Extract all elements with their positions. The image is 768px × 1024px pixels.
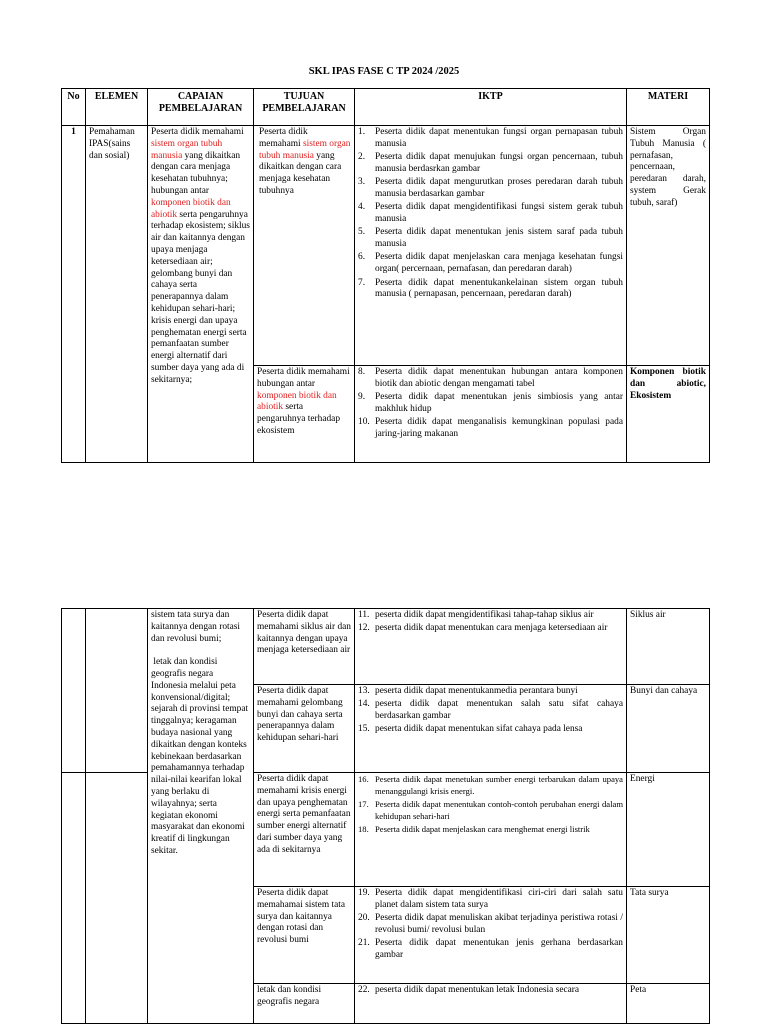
iktp-number: 7. (358, 277, 366, 288)
skl-table-part1 (61, 88, 710, 463)
iktp-item (358, 202, 623, 226)
iktp-number: 14. (358, 699, 370, 710)
iktp-text: peserta didik dapat menentukan salah satu sifat cahaya berdasarkan gambar (375, 699, 623, 722)
iktp-item (358, 724, 623, 736)
iktp-text: peserta didik dapat mengidentifikasi tahap-tahap siklus air (375, 610, 594, 620)
iktp-text: Peserta didik dapat menentukan fungsi organ pernapasan tubuh manusia (375, 127, 623, 149)
iktp-item (358, 888, 623, 912)
header-row (62, 89, 710, 126)
iktp-number: 18. (358, 824, 369, 835)
iktp-item (358, 252, 623, 276)
iktp-cell (355, 126, 627, 366)
skl-table-part2 (61, 608, 710, 1024)
iktp-number: 11. (358, 610, 370, 620)
header-capaian: CAPAIAN PEMBELAJARAN (148, 89, 254, 126)
iktp-number: 17. (358, 799, 369, 810)
row-number: 1 (62, 126, 86, 463)
materi-cell: Energi (627, 773, 710, 887)
iktp-text: Peserta didik dapat menjelaskan cara menghemat energi listrik (375, 824, 590, 835)
tujuan-cell: Peserta didik dapat memahamai sistem tata surya dan kaitannya dengan rotasi dan revolusi bumi (254, 887, 355, 984)
iktp-item (358, 177, 623, 201)
no-cell (62, 609, 86, 773)
iktp-text: Peserta didik dapat menuliskan akibat terjadinya peristiwa rotasi / revolusi bumi/ revolusi bulan (375, 913, 623, 935)
tujuan-cell: letak dan kondisi geografis negara (254, 984, 355, 1024)
iktp-item (358, 127, 623, 151)
iktp-text: Peserta didik dapat menentukankelainan sistem organ tubuh manusia ( pernapasan, pencernaan, peredaran darah) (375, 277, 623, 300)
materi-cell: Tata surya (627, 887, 710, 984)
iktp-text: Peserta didik dapat mengurutkan proses peredaran darah tubuh manusia berdasarkan gambar (375, 177, 623, 199)
capaian-cell: sistem tata surya dan kaitannya dengan rotasi dan revolusi bumi; letak dan kondisi geografis negara Indonesia melalui peta konvensional/digital; sejarah di provinsi tempat tinggalnya; keragaman budaya nasional yang dikaitkan dengan konteks kebinekaan berdasarkan pemahamannya terhadap nilai-nilai kearifan lokal yang berlaku di wilayahnya; serta kegiatan ekonomi masyarakat dan ekonomi kreatif di lingkungan sekitar. (148, 609, 254, 1024)
iktp-number: 4. (358, 202, 366, 213)
iktp-number: 16. (358, 774, 369, 784)
iktp-text: Peserta didik dapat menentukan jenis sistem saraf pada tubuh manusia (375, 227, 623, 250)
iktp-number: 21. (358, 938, 370, 949)
iktp-item (358, 938, 623, 962)
materi-cell: Bunyi dan cahaya (627, 685, 710, 773)
iktp-number: 10. (358, 417, 370, 428)
iktp-item (358, 985, 623, 997)
iktp-cell (355, 887, 627, 984)
materi-cell: Komponen biotik dan abiotic, Ekosistem (627, 366, 710, 463)
iktp-number: 3. (358, 177, 366, 188)
iktp-number: 1. (358, 127, 366, 137)
iktp-number: 9. (358, 392, 366, 403)
iktp-item (358, 824, 623, 836)
materi-cell: Sistem Organ Tubuh Manusia ( pernafasan, pencernaan, peredaran darah, system Gerak tubuh, saraf) (627, 126, 710, 366)
iktp-item (358, 699, 623, 723)
iktp-item (358, 686, 623, 698)
header-tujuan: TUJUAN PEMBELAJARAN (254, 89, 355, 126)
iktp-text: Peserta didik dapat menganalisis kemungkinan populasi pada jaring-jaring makanan (375, 417, 623, 439)
elemen-cell (86, 773, 148, 1024)
iktp-text: peserta didik dapat menentukan letak Indonesia secara (375, 985, 580, 995)
iktp-cell (355, 609, 627, 685)
iktp-item (358, 227, 623, 251)
no-cell (62, 773, 86, 1024)
iktp-item (358, 774, 623, 798)
document-title: SKL IPAS FASE C TP 2024 /2025 (308, 66, 460, 77)
iktp-cell (355, 984, 627, 1024)
iktp-text: peserta didik dapat menentukanmedia perantara bunyi (375, 686, 578, 696)
iktp-number: 6. (358, 252, 366, 263)
header-materi: MATERI (627, 89, 710, 126)
iktp-text: peserta didik dapat menentukan cara menjaga ketersediaan air (375, 623, 608, 634)
iktp-number: 15. (358, 724, 370, 735)
iktp-text: Peserta didik dapat menetukan sumber energi terbarukan dalam upaya menanggulangi krisis energi. (375, 774, 623, 796)
tujuan-cell: Peserta didik dapat memahami siklus air dan kaitannya dengan upaya menjaga ketersediaan air (254, 609, 355, 685)
iktp-item (358, 367, 623, 391)
iktp-text: Peserta didik dapat mengidentifikasi fungsi sistem gerak tubuh manusia (375, 202, 623, 225)
iktp-text: Peserta didik dapat menentukan jenis gerhana berdasarkan gambar (375, 938, 623, 960)
iktp-text: Peserta didik dapat menentukan jenis simbiosis yang antar makhluk hidup (375, 392, 623, 414)
table-row (62, 126, 710, 366)
materi-cell: Peta (627, 984, 710, 1024)
iktp-number: 8. (358, 367, 366, 377)
iktp-item (358, 392, 623, 416)
tujuan-cell: Peserta didik dapat memahami gelombang bunyi dan cahaya serta penerapannya dalam kehidupan sehari-hari (254, 685, 355, 773)
iktp-text: peserta didik dapat menentukan sifat cahaya pada lensa (375, 724, 583, 735)
tujuan-cell: Peserta didik dapat memahami krisis energi dan upaya penghematan energi serta pemanfaatan sumber energi alternatif dari sumber daya yang ada di sekitarnya (254, 773, 355, 887)
iktp-item (358, 610, 623, 622)
tujuan-cell: Peserta didik memahami hubungan antar komponen biotik dan abiotik serta pengaruhnya terhadap ekosistem (254, 366, 355, 463)
iktp-number: 22. (358, 985, 370, 995)
elemen-cell: Pemahaman IPAS(sains dan sosial) (86, 126, 148, 463)
elemen-cell (86, 609, 148, 773)
table-row (62, 609, 710, 685)
iktp-number: 20. (358, 913, 370, 924)
iktp-item (358, 278, 623, 302)
iktp-item (358, 913, 623, 937)
materi-cell: Siklus air (627, 609, 710, 685)
capaian-cell: Peserta didik memahami sistem organ tubuh manusia yang dikaitkan dengan cara menjaga kesehatan tubuhnya; hubungan antar komponen biotik dan abiotik serta pengaruhnya terhadap ekosistem; siklus air dan kaitannya dengan upaya menjaga ketersediaan air; gelombang bunyi dan cahaya serta penerapannya dalam kehidupan sehari-hari; krisis energi dan upaya penghematan energi serta pemanfaatan sumber energi alternatif dari sumber daya yang ada di sekitarnya; (148, 126, 254, 463)
iktp-text: Peserta didik dapat menentukan hubungan antara komponen biotik dan abiotic dengan mengamati tabel (375, 367, 623, 389)
iktp-text: Peserta didik dapat menujukan fungsi organ pencernaan, tubuh manusia berdasrkan gambar (375, 152, 623, 174)
iktp-cell (355, 773, 627, 887)
iktp-number: 5. (358, 227, 366, 238)
iktp-text: Peserta didik dapat mengidentifikasi ciri-ciri dari salah satu planet dalam sistem tata surya (375, 888, 623, 910)
iktp-text: Peserta didik dapat menjelaskan cara menjaga kesehatan fungsi organ( percernaan, pernafasan, dan peredaran darah) (375, 252, 623, 275)
iktp-number: 19. (358, 888, 370, 898)
iktp-number: 13. (358, 686, 370, 696)
iktp-number: 12. (358, 623, 370, 634)
iktp-item (358, 417, 623, 441)
header-iktp: IKTP (355, 89, 627, 126)
iktp-cell (355, 685, 627, 773)
iktp-text: Peserta didik dapat menentukan contoh-contoh perubahan energi dalam kehidupan sehari-hari (375, 799, 623, 821)
header-no: No (62, 89, 86, 126)
iktp-item (358, 623, 623, 635)
iktp-cell (355, 366, 627, 463)
iktp-item (358, 152, 623, 176)
header-elemen: ELEMEN (86, 89, 148, 126)
iktp-item (358, 799, 623, 823)
tujuan-cell: Peserta didik memahami sistem organ tubuh manusia yang dikaitkan dengan cara menjaga kesehatan tubuhnya (254, 126, 355, 366)
iktp-number: 2. (358, 152, 366, 163)
